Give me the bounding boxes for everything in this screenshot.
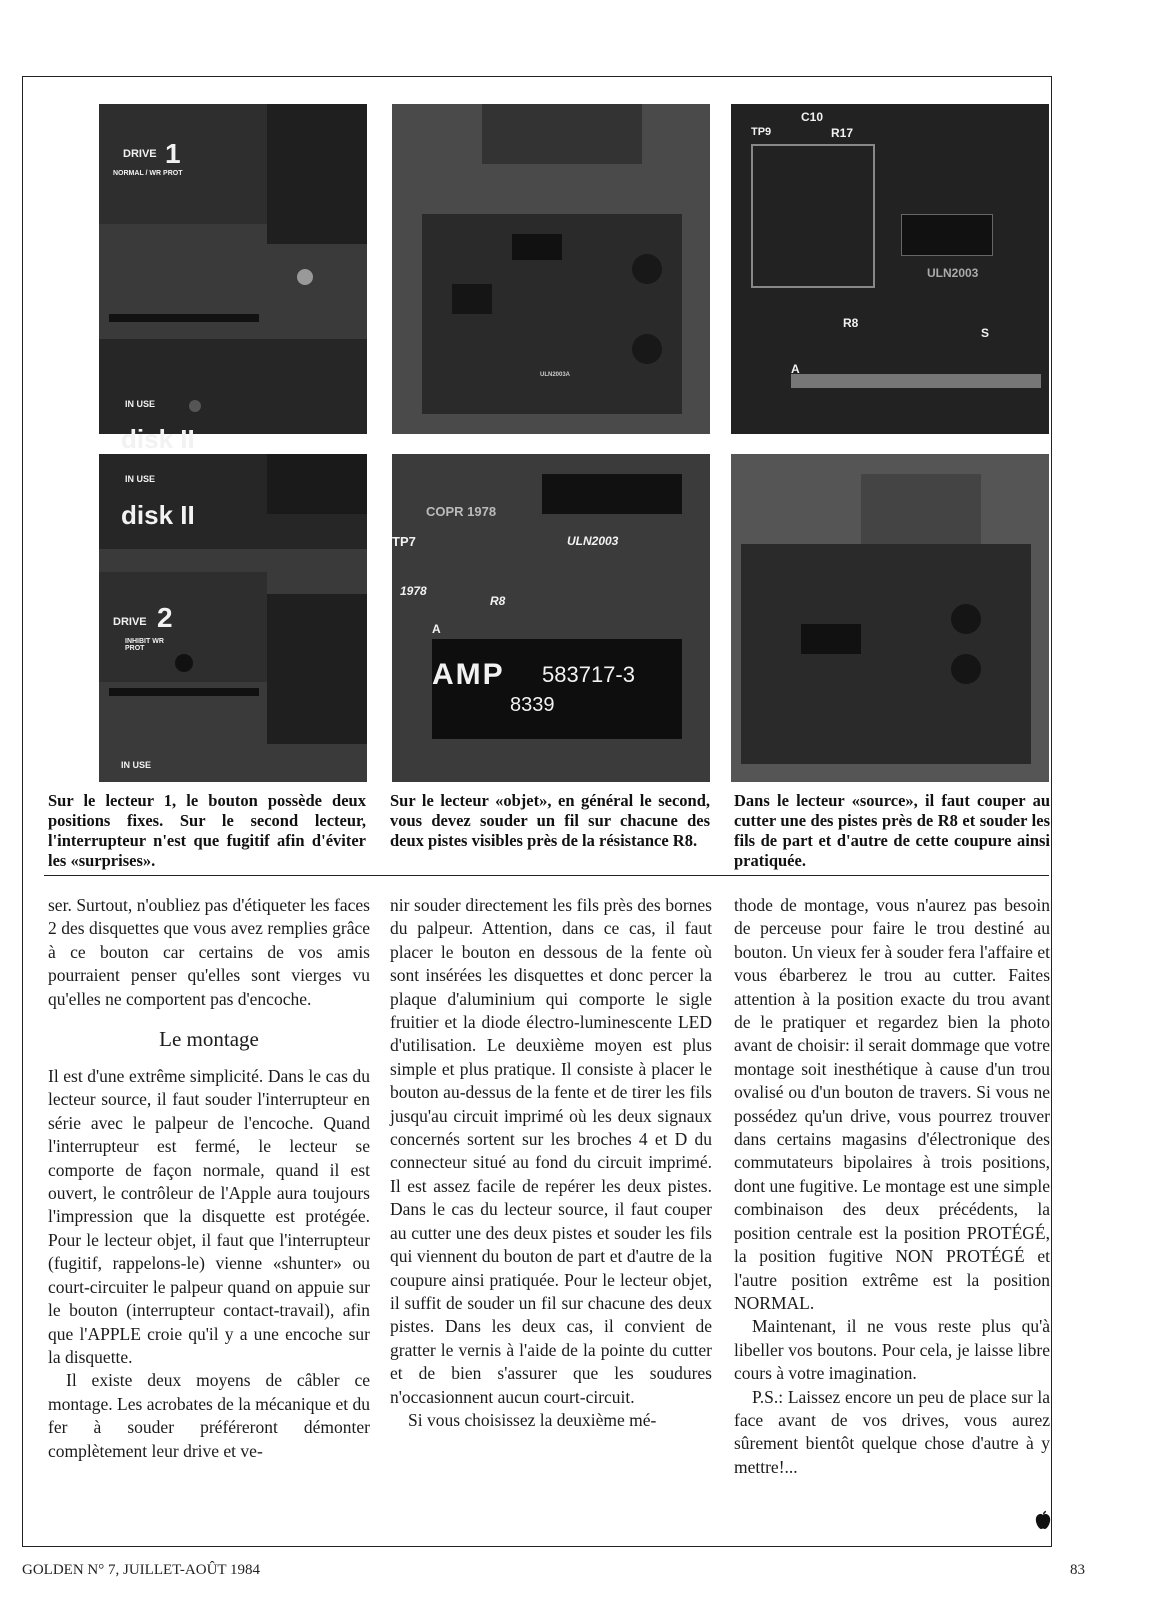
photo-drive-1-front [99,104,367,454]
tp7-label: TP7 [392,534,416,549]
page-number: 83 [1070,1562,1085,1578]
apple-logo-icon [1034,1510,1052,1530]
photo-circuit-board-objet [392,104,710,434]
paragraph: Il est d'une extrême simplicité. Dans le cas du lecteur source, il faut souder l'interrupteur en série avec le palpeur de l'encoche. Quand l'interrupteur est fermé, le lecteur se comporte de façon normale, quand il est ouvert, le contrôleur de l'Apple aura toujours l'impression que la disquette est protégée. Pour le lecteur objet, il faut que l'interrupteur (fugitif, rappelons-le) vienne «shunter» ou court-circuiter le palpeur quand on appuie sur le bouton (interrupteur contact-travail), afin que l'APPLE croie qu'il y a une encoche sur la disquette. [48,1066,370,1367]
brand-label-2: disk II [121,500,195,530]
paragraph: Maintenant, il ne vous reste plus qu'à libeller vos boutons. Pour cela, je laisse libre cours à votre imagination. [734,1316,1050,1384]
year-label: 1978 [400,584,427,598]
board-label-c10: C10 [801,110,824,124]
board-label-a: A [791,362,800,376]
drive-label-2: DRIVE [113,616,147,628]
board-label-r8: R8 [843,316,859,330]
photo-amp-connector [392,454,710,782]
top-rule [22,76,1052,77]
photo-drive-2-front [99,454,367,782]
paragraph: Il existe deux moyens de câbler ce montage. Les acrobates de la mécanique et du fer à souder préféreront démonter complètement leur drive et ve- [48,1370,370,1461]
paragraph: thode de montage, vous n'aurez pas besoin de perceuse pour faire le trou destiné au bouton. Un vieux fer à souder fera l'affaire et vous ébarberez le trou au cutter. Faites attention à la position exacte du trou avant de le pratiquer et regardez bien la photo avant de choisir: il serait dommage que votre montage soit inesthétique à cause d'un trou ovalisé ou d'un bouton de travers. Si vous ne possédez qu'un drive, vous pourrez trouver dans certains magasins d'électronique des commutateurs bipolaires à trois positions, dont une fugitive. Le montage est une simple combinaison des deux précédents, la position centrale est la position PROTÉGÉ, la position fugitive NON PROTÉGÉ et l'autre position extrême est la position NORMAL. [734,895,1050,1313]
chip-label: ULN2003A [540,372,571,378]
board-label-tp9: TP9 [751,126,772,138]
caption-objet-board: Sur le lecteur «objet», en général le second, vous devez souder un fil sur chacune des deux pistes visibles près de la résistance R8. [390,791,710,850]
board-label-s: S [981,326,990,340]
in-use-label-bottom: IN USE [121,760,152,770]
switch-label-2: INHIBIT WR PROT [125,638,164,652]
text-column-3 [734,894,1050,1479]
board-label-r17: R17 [831,126,854,140]
in-use-label-top: IN USE [125,474,156,484]
footer-publication: GOLDEN N° 7, JUILLET-AOÛT 1984 [22,1562,261,1578]
section-heading: Le montage [159,1027,259,1052]
left-rule [22,76,23,1546]
paragraph: Si vous choisissez la deuxième mé- [408,1409,657,1430]
copyright-label: COPR 1978 [426,504,497,519]
paragraph: nir souder directement les fils près des bornes du palpeur. Attention, dans ce cas, il faut placer le bouton en dessous de la fente où sont insérées les disquettes et donc percer la plaque d'aluminium qui comporte le sigle fruitier et la diode électro-luminescente LED d'utilisation. Le deuxième moyen est plus simple et plus pratique. Il consiste à placer le bouton au-dessus de la fente et de tirer les fils jusqu'au circuit imprimé où les deux signaux concernés sortent sur les broches 4 et D du connecteur situé au fond du circuit imprimé. Il est assez facile de repérer les deux pistes. Dans le cas du lecteur source, il faut couper au cutter une des deux pistes et souder les fils qui viennent du bouton de part et d'autre de la coupure ainsi pratiquée. Pour le lecteur objet, il suffit de souder un fil sur chacune des deux pistes. Dans les deux cas, il convient de gratter le vernis à l'aide de la pointe du cutter et de bien s'assurer que les soudures n'occasionnent aucun court-circuit. [390,895,712,1407]
photo-circuit-board-source [731,454,1049,782]
paragraph: ser. Surtout, n'oubliez pas d'étiqueter les faces 2 des disquettes que vous avez remplies grâce à ce bouton car certains de vos amis pourraient penser qu'elles sont vierges vu qu'elles ne comportent pas d'encoche. [48,895,370,1009]
part-number: 583717-3 [542,662,635,687]
a-label: A [432,622,441,636]
paragraph: P.S.: Laissez encore un peu de place sur la face avant de vos drives, vous aurez sûrement bientôt quelque chose d'autre à y mettre!... [734,1386,1050,1477]
amp-logo: AMP [432,658,505,691]
in-use-label: IN USE [125,399,156,409]
text-column-1 [48,894,370,1463]
r8-label: R8 [490,594,506,608]
caption-divider [44,875,1049,876]
chip-label-2: ULN2003 [567,534,619,548]
caption-drive-photos: Sur le lecteur 1, le bouton possède deux positions fixes. Sur le second lecteur, l'interrupteur n'est que fugitif afin d'éviter les «surprises». [48,791,366,870]
drive-label: DRIVE [123,148,157,160]
brand-label: disk II [121,424,195,454]
text-column-2 [390,894,712,1432]
right-rule [1051,76,1052,1546]
part-code: 8339 [510,694,555,716]
board-label-uln: ULN2003 [927,266,979,280]
photo-board-closeup-source [731,104,1049,434]
switch-label: NORMAL / WR PROT [113,170,183,177]
drive-number-2: 2 [157,602,173,633]
bottom-rule [22,1546,1052,1547]
drive-number: 1 [165,138,181,169]
caption-source-board: Dans le lecteur «source», il faut couper au cutter une des pistes près de R8 et souder les fils de part et d'autre de cette coupure ainsi pratiquée. [734,791,1050,870]
